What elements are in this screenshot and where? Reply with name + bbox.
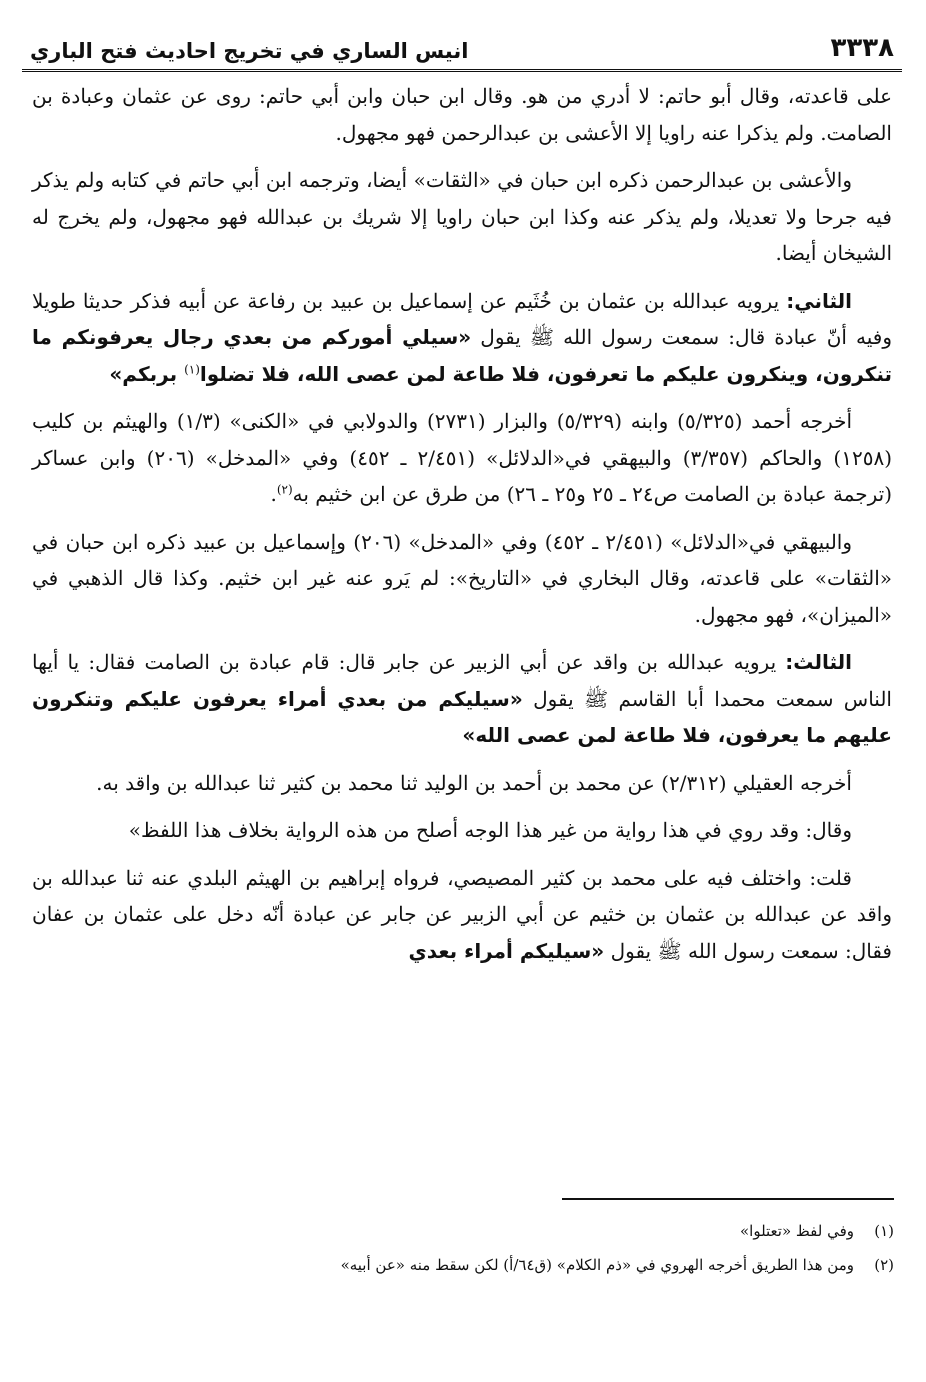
hadith-text-2: «سيليكم من بعدي أمراء يعرفون عليكم وتنكرون عليهم ما يعرفون، فلا طاعة لمن عصى الله» — [32, 686, 892, 747]
paragraph-6 — [32, 644, 892, 754]
section-label-second: الثاني: — [786, 288, 852, 313]
running-header — [22, 28, 902, 72]
paragraph-4 — [32, 403, 892, 513]
footnote-number: (٢) — [874, 1256, 894, 1274]
paragraph-1: على قاعدته، وقال أبو حاتم: لا أدري من هو. وقال ابن حبان وابن أبي حاتم: روى عن عثمان وعبادة بن الصامت. ولم يذكرا عنه راويا إلا الأعشى بن عبدالرحمن فهو مجهول. — [32, 84, 892, 145]
paragraph-8: وقال: وقد روي في هذا رواية من غير هذا الوجه أصلح من هذه الرواية بخلاف هذا اللفظ» — [128, 818, 852, 842]
paragraph-4-end: . — [270, 482, 277, 506]
paragraph-3 — [32, 283, 892, 393]
paragraph-9 — [32, 860, 892, 970]
paragraph-3-text: يرويه عبدالله بن عثمان بن خُثَيم عن إسماعيل بن عبيد بن رفاعة عن أبيه فذكر حديثا طويلا وفيه أنّ عبادة قال: سمعت رسول الله ﷺ يقول — [32, 288, 892, 349]
footnotes — [54, 1214, 894, 1282]
book-title: انيس الساري في تخريج احاديث فتح الباري — [30, 39, 469, 63]
paragraph-2: والأعشى بن عبدالرحمن ذكره ابن حبان في «الثقات» أيضا، وترجمه ابن أبي حاتم في كتابه ولم يذكر فيه جرحا ولا تعديلا، ولم يذكر عنه وكذا ابن حبان راويا إلا شريك بن عبدالله فهو مجهول، ولم يخرج له الشيخان أيضا. — [32, 168, 892, 265]
footnote-ref-1[interactable]: (١) — [184, 361, 200, 376]
footnote-text: ومن هذا الطريق أخرجه الهروي في «ذم الكلام» (ق٦٤/أ) لكن سقط منه «عن أبيه» — [340, 1256, 854, 1274]
paragraph-5: والبيهقي في«الدلائل» (٢/٤٥١ ـ ٤٥٢) وفي «المدخل» (٢٠٦) وإسماعيل بن عبيد ذكره ابن حبان في «الثقات» على قاعدته، وقال البخاري في «التاريخ»: لم يَرو عنه غير ابن خثيم. وكذا قال الذهبي في «الميزان»، فهو مجهول. — [32, 529, 892, 627]
paragraph-4-text: أخرجه أحمد (٥/٣٢٥) وابنه (٥/٣٢٩) والبزار (٢٧٣١) والدولابي في «الكنى» (١/٣) والهيثم بن كليب (١٢٥٨) والحاكم (٣/٣٥٧) والبيهقي في«الدلائل» (٢/٤٥١ ـ ٤٥٢) وفي «المدخل» (٢٠٦) وابن عساكر (ترجمة عبادة بن الصامت ص٢٤ ـ ٢٥ و٢٥ ـ ٢٦) من طرق عن ابن خثيم به — [32, 409, 892, 506]
main-text — [22, 72, 902, 969]
hadith-text-1-end: بربكم» — [109, 361, 185, 386]
paragraph-9-text: قلت: واختلف فيه على محمد بن كثير المصيصي، فرواه إبراهيم بن الهيثم البلدي عنه ثنا عبدالله بن واقد عن عبدالله بن عثمان بن خثيم عن أبي الزبير عن جابر عن عبادة أنّه دخل على عثمان بن عفان فقال: سمعت رسول الله ﷺ يقول — [32, 865, 892, 963]
footnote-text: وفي لفظ «تعتلوا» — [739, 1222, 854, 1240]
paragraph-7: أخرجه العقيلي (٢/٣١٢) عن محمد بن أحمد بن الوليد ثنا محمد بن كثير ثنا عبدالله بن واقد به. — [96, 770, 852, 795]
page-number: ٣٣٣٨ — [830, 33, 894, 63]
footnote-separator — [562, 1198, 894, 1200]
hadith-text-1: «سيلي أموركم من بعدي رجال يعرفونكم ما تنكرون، وينكرون عليكم ما تعرفون، فلا طاعة لمن عصى الله، فلا تضلوا — [32, 325, 892, 386]
footnote-1 — [54, 1214, 894, 1248]
footnote-number: (١) — [874, 1222, 894, 1240]
paragraph-6-text: يرويه عبدالله بن واقد عن أبي الزبير عن جابر قال: قام عبادة بن الصامت فقال: يا أيها الناس سمعت محمدا أبا القاسم ﷺ يقول — [32, 650, 892, 711]
book-page — [22, 28, 902, 1358]
footnote-2 — [54, 1248, 894, 1282]
hadith-text-3: «سيليكم أمراء بعدي — [408, 938, 605, 963]
section-label-third: الثالث: — [785, 650, 852, 674]
footnote-ref-2[interactable]: (٢) — [276, 482, 293, 497]
